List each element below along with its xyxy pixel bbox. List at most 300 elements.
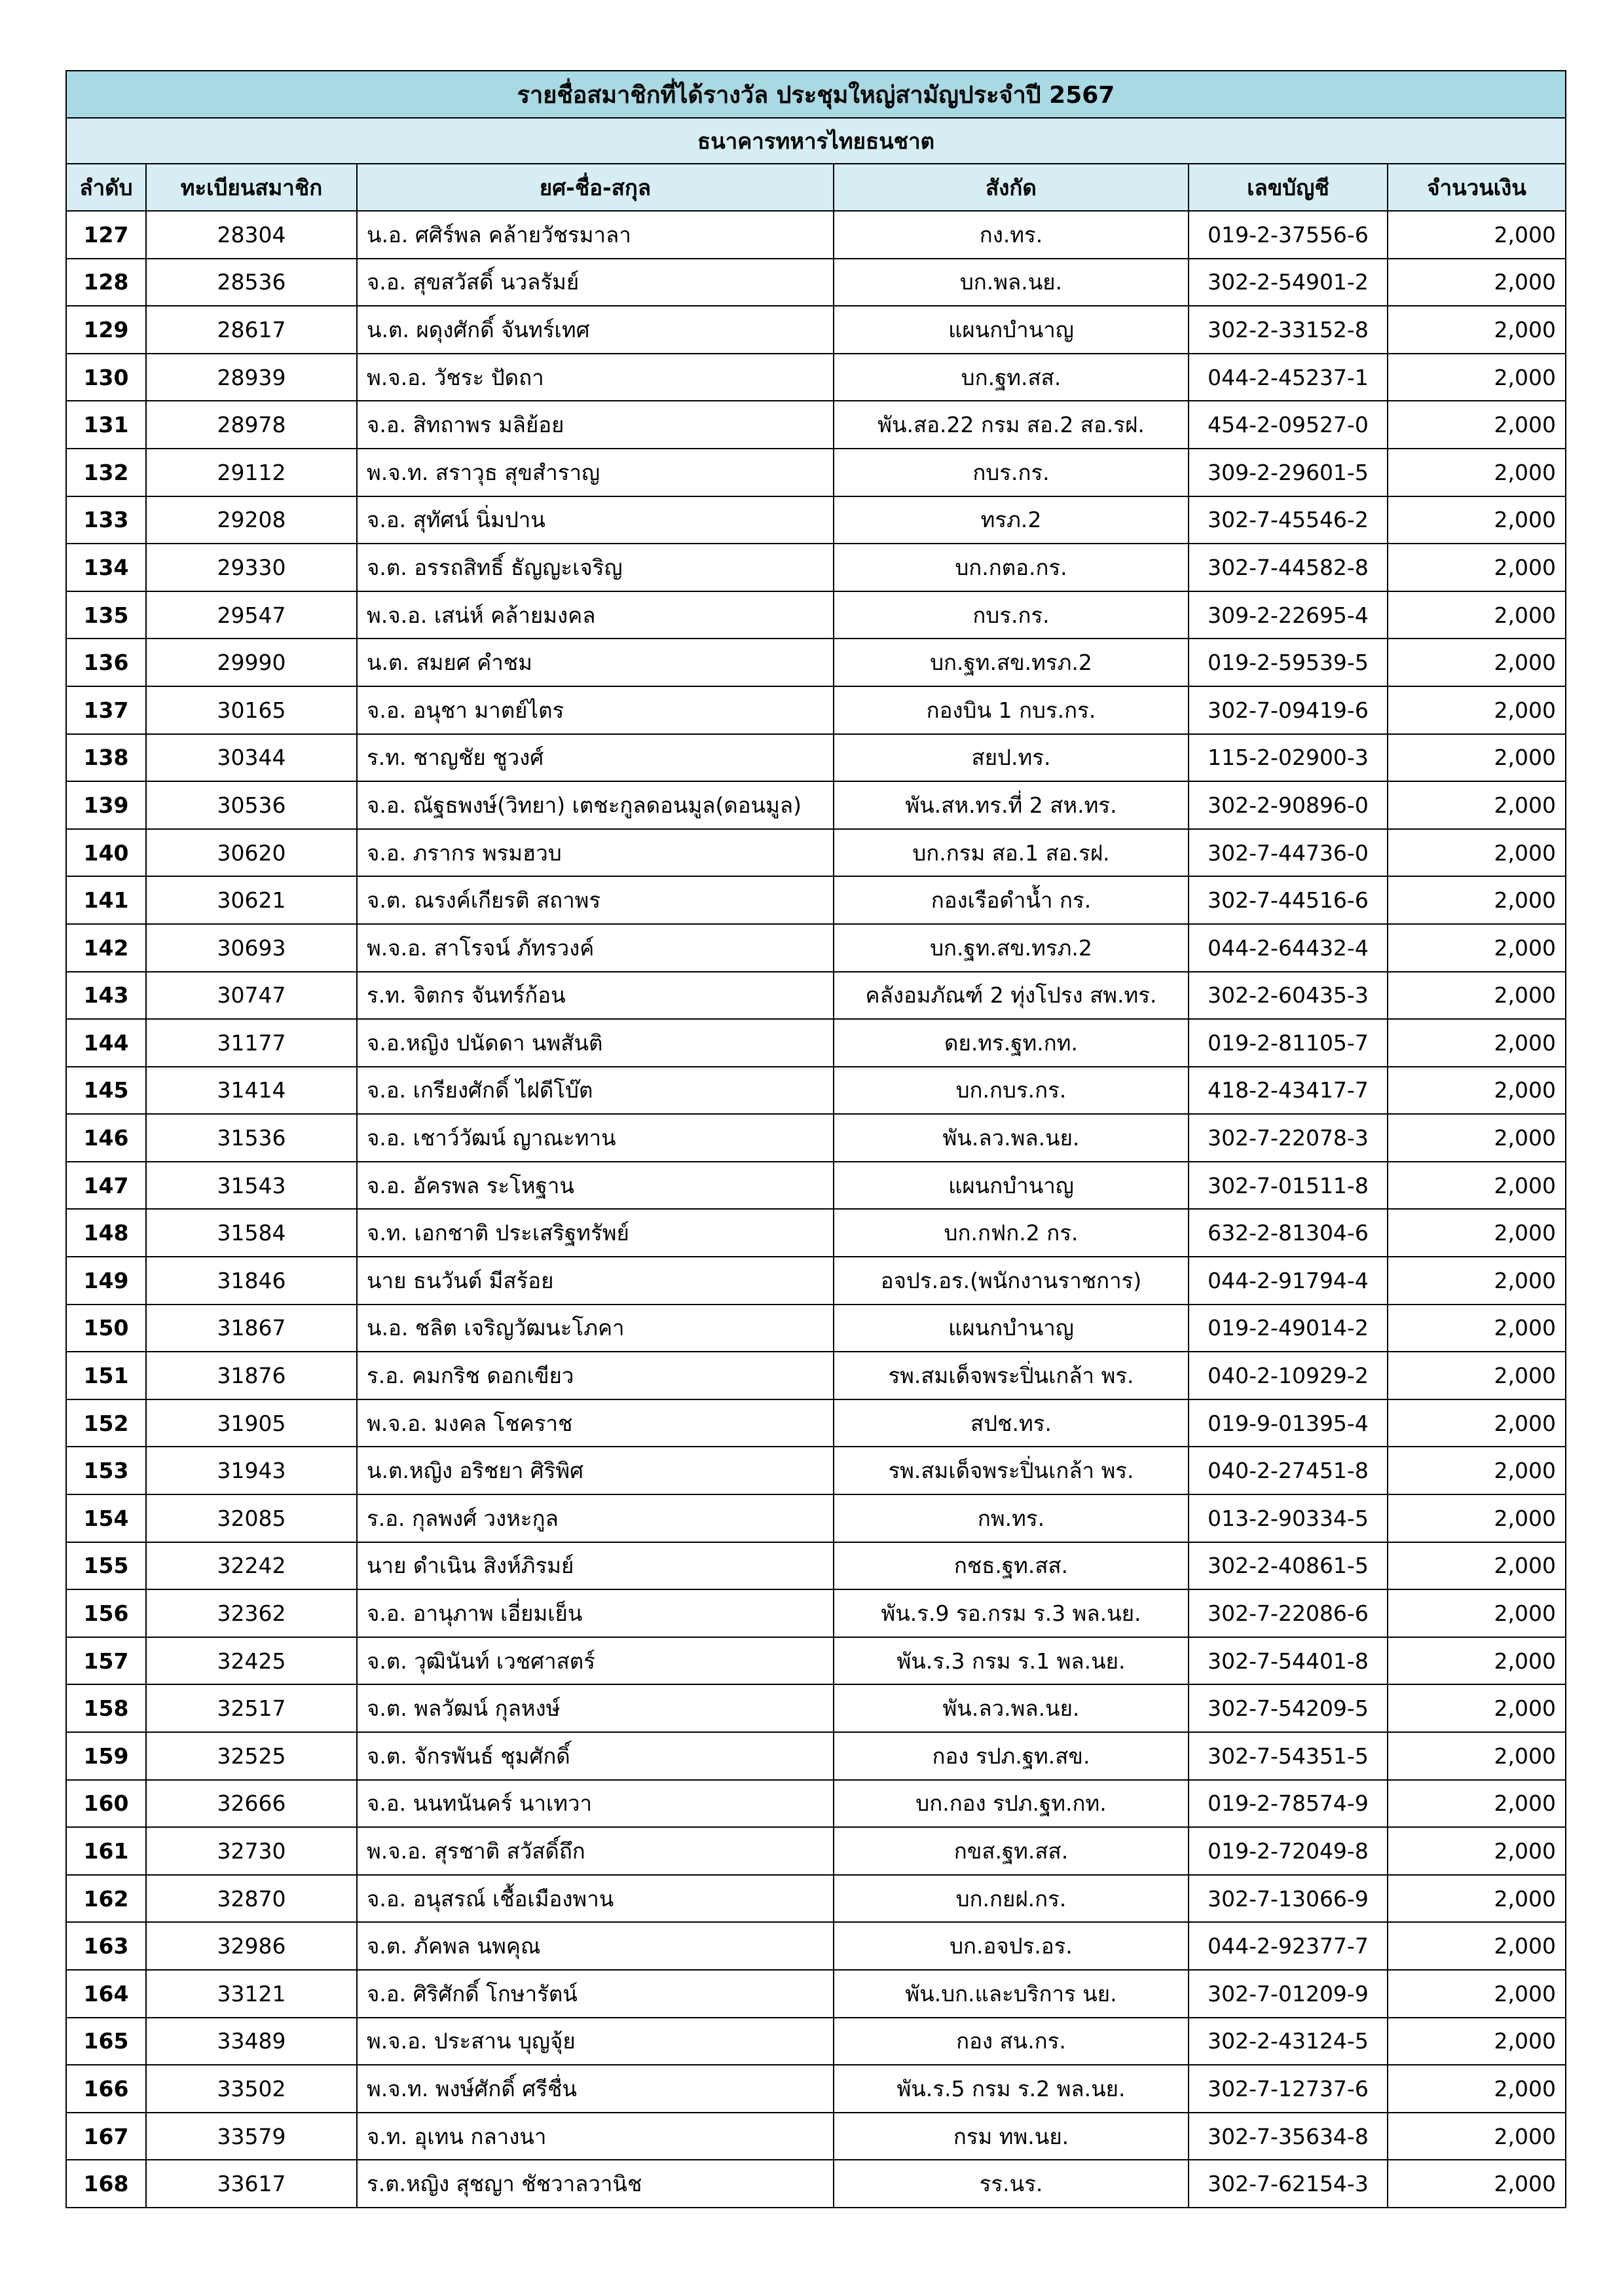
cell-name: จ.อ. อัครพล ระโหฐาน (357, 1162, 834, 1210)
cell-member-id: 30621 (146, 876, 357, 924)
cell-amount: 2,000 (1388, 1209, 1566, 1257)
table-row (66, 2113, 1566, 2160)
cell-unit: บก.กรม สอ.1 สอ.รฝ. (834, 829, 1189, 877)
cell-unit: บก.ฐท.สข.ทรภ.2 (834, 639, 1189, 686)
cell-amount: 2,000 (1388, 1067, 1566, 1115)
cell-member-id: 30747 (146, 972, 357, 1020)
cell-amount: 2,000 (1388, 1732, 1566, 1780)
cell-member-id: 30165 (146, 686, 357, 734)
table-row (66, 1209, 1566, 1257)
cell-member-id: 30536 (146, 781, 357, 829)
cell-unit: กขส.ฐท.สส. (834, 1827, 1189, 1875)
cell-unit: คลังอมภัณฑ์ 2 ทุ่งโปรง สพ.ทร. (834, 972, 1189, 1020)
cell-unit: พัน.สอ.22 กรม สอ.2 สอ.รฝ. (834, 401, 1189, 449)
cell-account: 309-2-29601-5 (1189, 449, 1388, 496)
cell-amount: 2,000 (1388, 1494, 1566, 1542)
table-row (66, 686, 1566, 734)
column-header-amount: จำนวนเงิน (1388, 164, 1566, 211)
cell-member-id: 29547 (146, 591, 357, 639)
cell-account: 302-7-62154-3 (1189, 2160, 1388, 2208)
table-row (66, 401, 1566, 449)
cell-name: จ.อ. สุทัศน์ นิ่มปาน (357, 496, 834, 544)
table-row (66, 1067, 1566, 1115)
cell-name: น.อ. ชลิต เจริญวัฒนะโภคา (357, 1305, 834, 1352)
table-row (66, 781, 1566, 829)
cell-member-id: 31414 (146, 1067, 357, 1115)
cell-account: 302-7-01511-8 (1189, 1162, 1388, 1210)
cell-unit: กองเรือดำน้ำ กร. (834, 876, 1189, 924)
cell-order: 164 (66, 1970, 146, 2018)
cell-member-id: 33489 (146, 2018, 357, 2065)
cell-amount: 2,000 (1388, 211, 1566, 259)
table-row (66, 1732, 1566, 1780)
cell-name: น.ต. สมยศ คำชม (357, 639, 834, 686)
cell-order: 150 (66, 1305, 146, 1352)
cell-unit: สยป.ทร. (834, 734, 1189, 782)
cell-order: 138 (66, 734, 146, 782)
cell-amount: 2,000 (1388, 2113, 1566, 2160)
cell-member-id: 28939 (146, 354, 357, 401)
cell-member-id: 33502 (146, 2065, 357, 2113)
cell-amount: 2,000 (1388, 829, 1566, 877)
cell-name: จ.ท. เอกชาติ ประเสริฐทรัพย์ (357, 1209, 834, 1257)
cell-member-id: 31177 (146, 1019, 357, 1067)
table-row (66, 544, 1566, 591)
cell-member-id: 28978 (146, 401, 357, 449)
cell-name: จ.อ. เกรียงศักดิ์ ไฝดีโบ๊ต (357, 1067, 834, 1115)
cell-account: 302-7-12737-6 (1189, 2065, 1388, 2113)
cell-amount: 2,000 (1388, 639, 1566, 686)
cell-name: ร.ท. ชาญชัย ชูวงศ์ (357, 734, 834, 782)
cell-order: 156 (66, 1589, 146, 1637)
cell-name: พ.จ.ท. พงษ์ศักดิ์ ศรีชื่น (357, 2065, 834, 2113)
table-row (66, 354, 1566, 401)
cell-order: 151 (66, 1352, 146, 1399)
cell-amount: 2,000 (1388, 401, 1566, 449)
cell-account: 044-2-45237-1 (1189, 354, 1388, 401)
table-row (66, 1922, 1566, 1970)
cell-amount: 2,000 (1388, 1352, 1566, 1399)
cell-order: 140 (66, 829, 146, 877)
cell-unit: แผนกบำนาญ (834, 306, 1189, 354)
cell-order: 161 (66, 1827, 146, 1875)
cell-account: 302-7-09419-6 (1189, 686, 1388, 734)
cell-member-id: 32730 (146, 1827, 357, 1875)
cell-name: พ.จ.อ. มงคล โชคราช (357, 1399, 834, 1447)
cell-account: 019-2-78574-9 (1189, 1780, 1388, 1828)
cell-member-id: 31905 (146, 1399, 357, 1447)
cell-member-id: 30620 (146, 829, 357, 877)
cell-unit: กพ.ทร. (834, 1494, 1189, 1542)
table-row (66, 1637, 1566, 1685)
cell-name: จ.อ. อนุชา มาตย์ไตร (357, 686, 834, 734)
cell-account: 302-2-43124-5 (1189, 2018, 1388, 2065)
cell-name: จ.ต. พลวัฒน์ กุลหงษ์ (357, 1684, 834, 1732)
table-row (66, 1542, 1566, 1590)
cell-amount: 2,000 (1388, 924, 1566, 972)
cell-account: 019-2-59539-5 (1189, 639, 1388, 686)
column-header-name: ยศ-ชื่อ-สกุล (357, 164, 834, 211)
cell-amount: 2,000 (1388, 1637, 1566, 1685)
table-row (66, 1875, 1566, 1923)
cell-member-id: 28304 (146, 211, 357, 259)
cell-unit: กง.ทร. (834, 211, 1189, 259)
cell-amount: 2,000 (1388, 2018, 1566, 2065)
cell-unit: ทรภ.2 (834, 496, 1189, 544)
table-row (66, 449, 1566, 496)
cell-unit: รร.นร. (834, 2160, 1189, 2208)
cell-order: 147 (66, 1162, 146, 1210)
cell-unit: บก.กตอ.กร. (834, 544, 1189, 591)
table-row (66, 1399, 1566, 1447)
cell-unit: พัน.ร.9 รอ.กรม ร.3 พล.นย. (834, 1589, 1189, 1637)
cell-unit: อจปร.อร.(พนักงานราชการ) (834, 1257, 1189, 1305)
cell-member-id: 32085 (146, 1494, 357, 1542)
cell-order: 144 (66, 1019, 146, 1067)
cell-name: จ.ต. อรรถสิทธิ์ ธัญญะเจริญ (357, 544, 834, 591)
cell-name: พ.จ.อ. สุรชาติ สวัสดิ์ถึก (357, 1827, 834, 1875)
cell-amount: 2,000 (1388, 1970, 1566, 2018)
table-row (66, 496, 1566, 544)
cell-account: 302-7-44582-8 (1189, 544, 1388, 591)
cell-member-id: 28617 (146, 306, 357, 354)
cell-order: 129 (66, 306, 146, 354)
cell-account: 302-7-54351-5 (1189, 1732, 1388, 1780)
cell-order: 131 (66, 401, 146, 449)
cell-amount: 2,000 (1388, 972, 1566, 1020)
cell-account: 044-2-91794-4 (1189, 1257, 1388, 1305)
cell-order: 166 (66, 2065, 146, 2113)
cell-account: 040-2-10929-2 (1189, 1352, 1388, 1399)
cell-member-id: 30344 (146, 734, 357, 782)
cell-name: น.อ. ศศิร์พล คล้ายวัชรมาลา (357, 211, 834, 259)
cell-account: 632-2-81304-6 (1189, 1209, 1388, 1257)
cell-member-id: 28536 (146, 259, 357, 306)
cell-order: 157 (66, 1637, 146, 1685)
cell-name: พ.จ.อ. ประสาน บุญจุ้ย (357, 2018, 834, 2065)
cell-unit: แผนกบำนาญ (834, 1305, 1189, 1352)
cell-amount: 2,000 (1388, 1447, 1566, 1494)
cell-account: 309-2-22695-4 (1189, 591, 1388, 639)
cell-member-id: 32425 (146, 1637, 357, 1685)
column-header-row (66, 164, 1566, 211)
cell-order: 132 (66, 449, 146, 496)
cell-order: 149 (66, 1257, 146, 1305)
table-row (66, 1019, 1566, 1067)
cell-name: จ.อ. อานุภาพ เอี่ยมเย็น (357, 1589, 834, 1637)
cell-member-id: 32870 (146, 1875, 357, 1923)
table-row (66, 1780, 1566, 1828)
cell-member-id: 33579 (146, 2113, 357, 2160)
cell-order: 159 (66, 1732, 146, 1780)
cell-member-id: 31584 (146, 1209, 357, 1257)
bank-name-subtitle: ธนาคารทหารไทยธนชาต (66, 118, 1566, 164)
cell-name: จ.อ. ศิริศักดิ์ โกษารัตน์ (357, 1970, 834, 2018)
cell-unit: พัน.บก.และบริการ นย. (834, 1970, 1189, 2018)
cell-account: 302-2-40861-5 (1189, 1542, 1388, 1590)
cell-member-id: 33121 (146, 1970, 357, 2018)
cell-account: 302-2-90896-0 (1189, 781, 1388, 829)
cell-member-id: 32525 (146, 1732, 357, 1780)
cell-unit: สปช.ทร. (834, 1399, 1189, 1447)
cell-account: 302-7-44736-0 (1189, 829, 1388, 877)
cell-name: ร.ต.หญิง สุชญา ชัชวาลวานิช (357, 2160, 834, 2208)
cell-order: 163 (66, 1922, 146, 1970)
cell-amount: 2,000 (1388, 1827, 1566, 1875)
cell-account: 019-2-49014-2 (1189, 1305, 1388, 1352)
cell-account: 040-2-27451-8 (1189, 1447, 1388, 1494)
cell-name: ร.อ. กุลพงศ์ วงหะกูล (357, 1494, 834, 1542)
cell-account: 454-2-09527-0 (1189, 401, 1388, 449)
cell-amount: 2,000 (1388, 1542, 1566, 1590)
cell-order: 135 (66, 591, 146, 639)
table-row (66, 924, 1566, 972)
cell-order: 158 (66, 1684, 146, 1732)
table-row (66, 639, 1566, 686)
cell-amount: 2,000 (1388, 591, 1566, 639)
table-row (66, 259, 1566, 306)
cell-unit: บก.กฟก.2 กร. (834, 1209, 1189, 1257)
cell-order: 154 (66, 1494, 146, 1542)
cell-name: จ.อ. เชาว์วัฒน์ ญาณะทาน (357, 1114, 834, 1162)
cell-unit: พัน.ลว.พล.นย. (834, 1684, 1189, 1732)
cell-member-id: 32517 (146, 1684, 357, 1732)
cell-amount: 2,000 (1388, 259, 1566, 306)
cell-name: จ.อ. ภรากร พรมฮวบ (357, 829, 834, 877)
table-row (66, 1114, 1566, 1162)
cell-amount: 2,000 (1388, 544, 1566, 591)
cell-order: 127 (66, 211, 146, 259)
cell-amount: 2,000 (1388, 1162, 1566, 1210)
table-row (66, 1684, 1566, 1732)
cell-name: ร.ท. จิตกร จันทร์ก้อน (357, 972, 834, 1020)
cell-order: 143 (66, 972, 146, 1020)
table-body (66, 211, 1566, 2208)
cell-member-id: 29990 (146, 639, 357, 686)
table-row (66, 1305, 1566, 1352)
column-header-account: เลขบัญชี (1189, 164, 1388, 211)
cell-amount: 2,000 (1388, 306, 1566, 354)
cell-member-id: 32242 (146, 1542, 357, 1590)
cell-unit: รพ.สมเด็จพระปิ่นเกล้า พร. (834, 1447, 1189, 1494)
cell-unit: บก.กอง รปภ.ฐท.กท. (834, 1780, 1189, 1828)
awards-table (65, 70, 1566, 2208)
cell-account: 013-2-90334-5 (1189, 1494, 1388, 1542)
cell-amount: 2,000 (1388, 1305, 1566, 1352)
cell-account: 302-7-54401-8 (1189, 1637, 1388, 1685)
cell-unit: พัน.ร.5 กรม ร.2 พล.นย. (834, 2065, 1189, 2113)
cell-order: 142 (66, 924, 146, 972)
column-header-member-id: ทะเบียนสมาชิก (146, 164, 357, 211)
cell-name: จ.อ. ณัฐธพงษ์(วิทยา) เตชะกูลดอนมูล(ดอนมูล) (357, 781, 834, 829)
cell-account: 302-2-54901-2 (1189, 259, 1388, 306)
cell-account: 302-7-44516-6 (1189, 876, 1388, 924)
cell-amount: 2,000 (1388, 354, 1566, 401)
table-row (66, 591, 1566, 639)
cell-unit: กอง รปภ.ฐท.สข. (834, 1732, 1189, 1780)
cell-unit: แผนกบำนาญ (834, 1162, 1189, 1210)
cell-amount: 2,000 (1388, 1399, 1566, 1447)
cell-unit: บก.พล.นย. (834, 259, 1189, 306)
cell-order: 160 (66, 1780, 146, 1828)
cell-member-id: 31876 (146, 1352, 357, 1399)
cell-amount: 2,000 (1388, 781, 1566, 829)
cell-account: 302-7-22086-6 (1189, 1589, 1388, 1637)
cell-member-id: 32986 (146, 1922, 357, 1970)
cell-order: 168 (66, 2160, 146, 2208)
cell-name: นาย ธนวันต์ มีสร้อย (357, 1257, 834, 1305)
cell-account: 019-9-01395-4 (1189, 1399, 1388, 1447)
cell-order: 128 (66, 259, 146, 306)
cell-account: 019-2-72049-8 (1189, 1827, 1388, 1875)
cell-member-id: 31536 (146, 1114, 357, 1162)
cell-amount: 2,000 (1388, 1019, 1566, 1067)
cell-name: จ.ต. ภัคพล นพคุณ (357, 1922, 834, 1970)
cell-amount: 2,000 (1388, 2160, 1566, 2208)
document-title: รายชื่อสมาชิกที่ได้รางวัล ประชุมใหญ่สามัญประจำปี 2567 (66, 71, 1566, 118)
cell-member-id: 31943 (146, 1447, 357, 1494)
cell-unit: กรม ทพ.นย. (834, 2113, 1189, 2160)
cell-account: 302-7-54209-5 (1189, 1684, 1388, 1732)
cell-amount: 2,000 (1388, 876, 1566, 924)
cell-order: 133 (66, 496, 146, 544)
cell-member-id: 30693 (146, 924, 357, 972)
cell-unit: บก.ฐท.สส. (834, 354, 1189, 401)
cell-account: 302-7-35634-8 (1189, 2113, 1388, 2160)
table-row (66, 876, 1566, 924)
cell-account: 418-2-43417-7 (1189, 1067, 1388, 1115)
cell-account: 019-2-81105-7 (1189, 1019, 1388, 1067)
cell-name: พ.จ.อ. วัชระ ปัดถา (357, 354, 834, 401)
table-row (66, 2018, 1566, 2065)
cell-unit: กบร.กร. (834, 591, 1189, 639)
cell-name: จ.อ. สุขสวัสดิ์ นวลรัมย์ (357, 259, 834, 306)
cell-account: 019-2-37556-6 (1189, 211, 1388, 259)
cell-unit: ดย.ทร.ฐท.กท. (834, 1019, 1189, 1067)
cell-member-id: 31867 (146, 1305, 357, 1352)
cell-amount: 2,000 (1388, 496, 1566, 544)
cell-name: จ.ต. วุฒินันท์ เวชศาสตร์ (357, 1637, 834, 1685)
cell-unit: พัน.สห.ทร.ที่ 2 สห.ทร. (834, 781, 1189, 829)
cell-account: 302-7-45546-2 (1189, 496, 1388, 544)
cell-amount: 2,000 (1388, 449, 1566, 496)
cell-name: พ.จ.อ. เสน่ห์ คล้ายมงคล (357, 591, 834, 639)
cell-order: 167 (66, 2113, 146, 2160)
cell-name: จ.ต. จักรพันธ์ ชุมศักดิ์ (357, 1732, 834, 1780)
table-row (66, 829, 1566, 877)
cell-order: 139 (66, 781, 146, 829)
cell-member-id: 31543 (146, 1162, 357, 1210)
cell-account: 302-7-01209-9 (1189, 1970, 1388, 2018)
cell-member-id: 29330 (146, 544, 357, 591)
table-row (66, 972, 1566, 1020)
cell-order: 148 (66, 1209, 146, 1257)
cell-unit: รพ.สมเด็จพระปิ่นเกล้า พร. (834, 1352, 1189, 1399)
table-row (66, 1589, 1566, 1637)
table-row (66, 1447, 1566, 1494)
cell-unit: กอง สน.กร. (834, 2018, 1189, 2065)
cell-unit: พัน.ร.3 กรม ร.1 พล.นย. (834, 1637, 1189, 1685)
cell-name: จ.ท. อุเทน กลางนา (357, 2113, 834, 2160)
cell-amount: 2,000 (1388, 1922, 1566, 1970)
cell-name: นาย ดำเนิน สิงห์ภิรมย์ (357, 1542, 834, 1590)
table-row (66, 306, 1566, 354)
cell-name: น.ต.หญิง อริชยา ศิริพิศ (357, 1447, 834, 1494)
column-header-order: ลำดับ (66, 164, 146, 211)
cell-unit: กองบิน 1 กบร.กร. (834, 686, 1189, 734)
cell-member-id: 32362 (146, 1589, 357, 1637)
cell-member-id: 32666 (146, 1780, 357, 1828)
table-row (66, 211, 1566, 259)
cell-account: 302-7-13066-9 (1189, 1875, 1388, 1923)
cell-order: 165 (66, 2018, 146, 2065)
cell-name: ร.อ. คมกริช ดอกเขียว (357, 1352, 834, 1399)
cell-account: 044-2-92377-7 (1189, 1922, 1388, 1970)
cell-amount: 2,000 (1388, 686, 1566, 734)
cell-unit: บก.ฐท.สข.ทรภ.2 (834, 924, 1189, 972)
cell-account: 044-2-64432-4 (1189, 924, 1388, 972)
cell-order: 146 (66, 1114, 146, 1162)
table-row (66, 1257, 1566, 1305)
cell-amount: 2,000 (1388, 1257, 1566, 1305)
cell-amount: 2,000 (1388, 1875, 1566, 1923)
cell-member-id: 29112 (146, 449, 357, 496)
table-row (66, 1162, 1566, 1210)
cell-name: จ.ต. ณรงค์เกียรติ สถาพร (357, 876, 834, 924)
cell-account: 115-2-02900-3 (1189, 734, 1388, 782)
cell-amount: 2,000 (1388, 2065, 1566, 2113)
cell-order: 153 (66, 1447, 146, 1494)
cell-unit: กบร.กร. (834, 449, 1189, 496)
cell-name: น.ต. ผดุงศักดิ์ จันทร์เทศ (357, 306, 834, 354)
cell-member-id: 33617 (146, 2160, 357, 2208)
cell-order: 155 (66, 1542, 146, 1590)
cell-unit: พัน.ลว.พล.นย. (834, 1114, 1189, 1162)
table-row (66, 1494, 1566, 1542)
cell-account: 302-2-60435-3 (1189, 972, 1388, 1020)
cell-amount: 2,000 (1388, 734, 1566, 782)
cell-name: พ.จ.อ. สาโรจน์ ภัทรวงค์ (357, 924, 834, 972)
cell-unit: บก.กบร.กร. (834, 1067, 1189, 1115)
cell-amount: 2,000 (1388, 1684, 1566, 1732)
cell-unit: กชธ.ฐท.สส. (834, 1542, 1189, 1590)
cell-order: 136 (66, 639, 146, 686)
cell-name: จ.อ. อนุสรณ์ เชื้อเมืองพาน (357, 1875, 834, 1923)
cell-unit: บก.อจปร.อร. (834, 1922, 1189, 1970)
cell-order: 137 (66, 686, 146, 734)
cell-account: 302-7-22078-3 (1189, 1114, 1388, 1162)
table-row (66, 734, 1566, 782)
cell-order: 134 (66, 544, 146, 591)
cell-amount: 2,000 (1388, 1589, 1566, 1637)
cell-account: 302-2-33152-8 (1189, 306, 1388, 354)
cell-unit: บก.กยฝ.กร. (834, 1875, 1189, 1923)
cell-name: จ.อ.หญิง ปนัดดา นพสันติ (357, 1019, 834, 1067)
cell-name: พ.จ.ท. สราวุธ สุขสำราญ (357, 449, 834, 496)
table-row (66, 1970, 1566, 2018)
cell-order: 162 (66, 1875, 146, 1923)
cell-order: 141 (66, 876, 146, 924)
table-row (66, 2065, 1566, 2113)
cell-amount: 2,000 (1388, 1114, 1566, 1162)
cell-name: จ.อ. นนทนันคร์ นาเทวา (357, 1780, 834, 1828)
cell-member-id: 31846 (146, 1257, 357, 1305)
cell-order: 130 (66, 354, 146, 401)
column-header-unit: สังกัด (834, 164, 1189, 211)
table-row (66, 1827, 1566, 1875)
cell-member-id: 29208 (146, 496, 357, 544)
table-row (66, 2160, 1566, 2208)
